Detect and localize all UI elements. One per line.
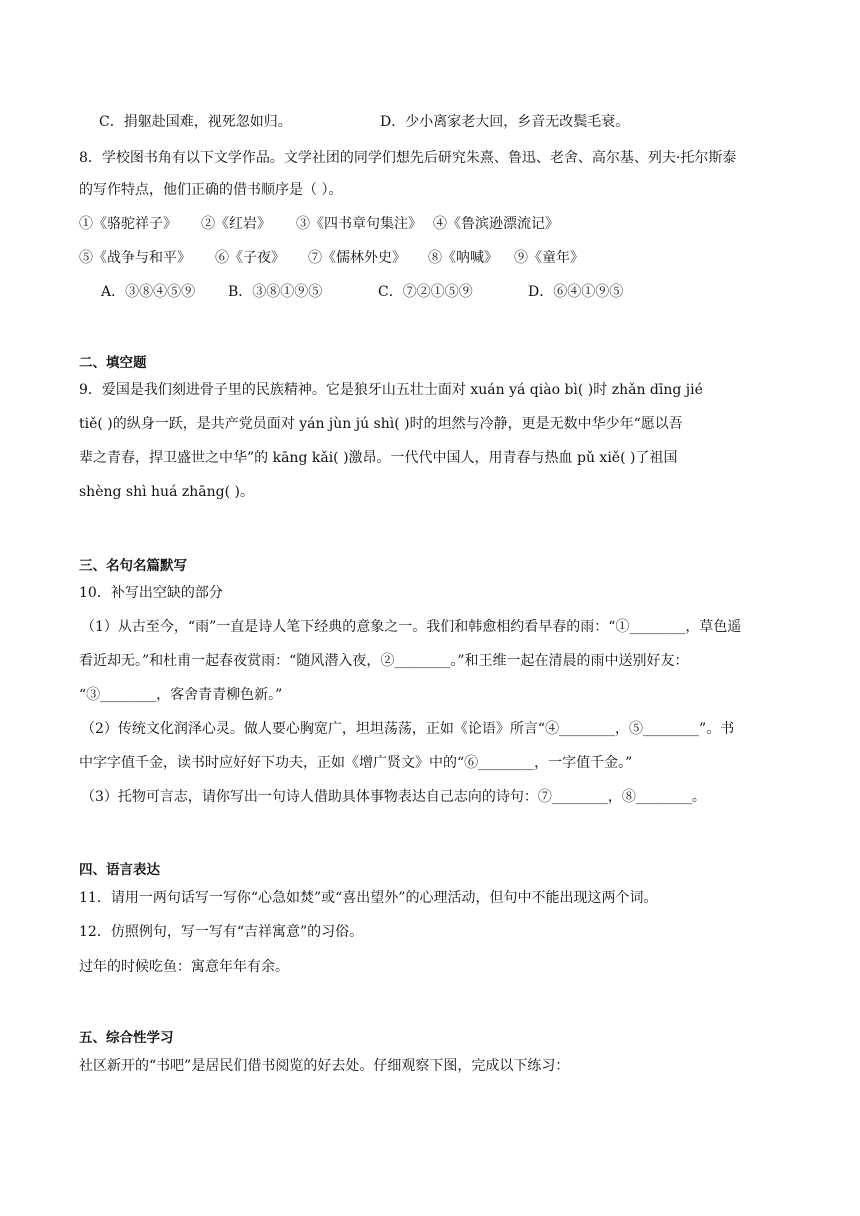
book-item: ⑤《战争与和平》: [79, 250, 191, 266]
q8-books-row-1: [79, 214, 559, 234]
q12-example: 过年的时候吃鱼：寓意年年有余。: [79, 959, 289, 975]
book-item: ⑧《呐喊》: [428, 250, 498, 266]
q10-line-6: 中字字值千金，读书时应好好下功夫，正如《增广贤文》中的“⑥________，一字值千金。”: [79, 755, 633, 771]
q7-option-d: D．少小离家老大回，乡音无改鬓毛衰。: [380, 114, 630, 130]
q8-option-c: C．⑦②①⑤⑨: [378, 284, 473, 300]
q8-books-row-2: [79, 248, 584, 268]
q9-line-4: shèng shì huá zhāng( )。: [79, 484, 254, 500]
q9-line-1: 9．爱国是我们刻进骨子里的民族精神。它是狼牙山五壮士面对 xuán yá qiào bì( )时 zhǎn dīng jié: [79, 382, 703, 398]
book-item: ②《红岩》: [201, 216, 271, 232]
book-item: ①《骆驼祥子》: [79, 216, 177, 232]
q7-option-c: C．捐躯赴国难，视死忽如归。: [99, 114, 292, 130]
q11-line: 11．请用一两句话写一写你“心急如焚”或“喜出望外”的心理活动，但句中不能出现这两个词。: [79, 890, 658, 906]
q8-option-a: A．③⑧④⑤⑨: [101, 284, 196, 300]
q8-options: [101, 282, 623, 302]
q9-line-3: 辈之青春，捍卫盛世之中华”的 kāng kǎi( )激昂。一代代中国人，用青春与热血 pǔ xiě( )了祖国: [79, 450, 678, 466]
section-3-title: 三、名句名篇默写: [79, 558, 187, 574]
q12-line: 12．仿照例句，写一写有“吉祥寓意”的习俗。: [79, 924, 364, 940]
section-5-intro: 社区新开的“书吧”是居民们借书阅览的好去处。仔细观察下图，完成以下练习：: [79, 1058, 570, 1074]
book-item: ④《鲁滨逊漂流记》: [433, 216, 559, 232]
q8-option-d: D．⑥④①⑨⑤: [528, 284, 624, 300]
q10-line-1: 10．补写出空缺的部分: [79, 585, 223, 601]
section-5-title: 五、综合性学习: [79, 1030, 174, 1046]
book-item: ⑦《儒林外史》: [308, 250, 406, 266]
q10-line-3: 看近却无。”和杜甫一起春夜赏雨：“随风潜入夜，②________。”和王维一起在清晨的雨中送别好友：: [79, 653, 689, 669]
q10-line-5: （2）传统文化润泽心灵。做人要心胸宽广，坦坦荡荡，正如《论语》所言“④________，⑤________”。书: [81, 721, 735, 737]
q10-line-7: （3）托物可言志，请你写出一句诗人借助具体事物表达自己志向的诗句：⑦________，⑧________。: [81, 789, 706, 805]
section-4-title: 四、语言表达: [79, 862, 160, 878]
q10-line-2: （1）从古至今，“雨”一直是诗人笔下经典的意象之一。我们和韩愈相约看早春的雨：“①________，草色遥: [81, 619, 742, 635]
q8-stem-line-1: 8．学校图书角有以下文学作品。文学社团的同学们想先后研究朱熹、鲁迅、老舍、高尔基、列夫·托尔斯泰: [79, 150, 737, 166]
book-item: ⑥《子夜》: [215, 250, 285, 266]
q8-stem-line-2: 的写作特点，他们正确的借书顺序是（ ）。: [79, 182, 343, 198]
q9-line-2: tiě( )的纵身一跃，是共产党员面对 yán jùn jú shì( )时的坦然与冷静，更是无数中华少年“愿以吾: [79, 416, 683, 432]
book-item: ⑨《童年》: [514, 250, 584, 266]
book-item: ③《四书章句集注》: [296, 216, 422, 232]
q8-option-b: B．③⑧①⑨⑤: [228, 284, 323, 300]
section-2-title: 二、填空题: [79, 355, 147, 371]
q10-line-4: “③________，客舍青青柳色新。”: [79, 687, 283, 703]
